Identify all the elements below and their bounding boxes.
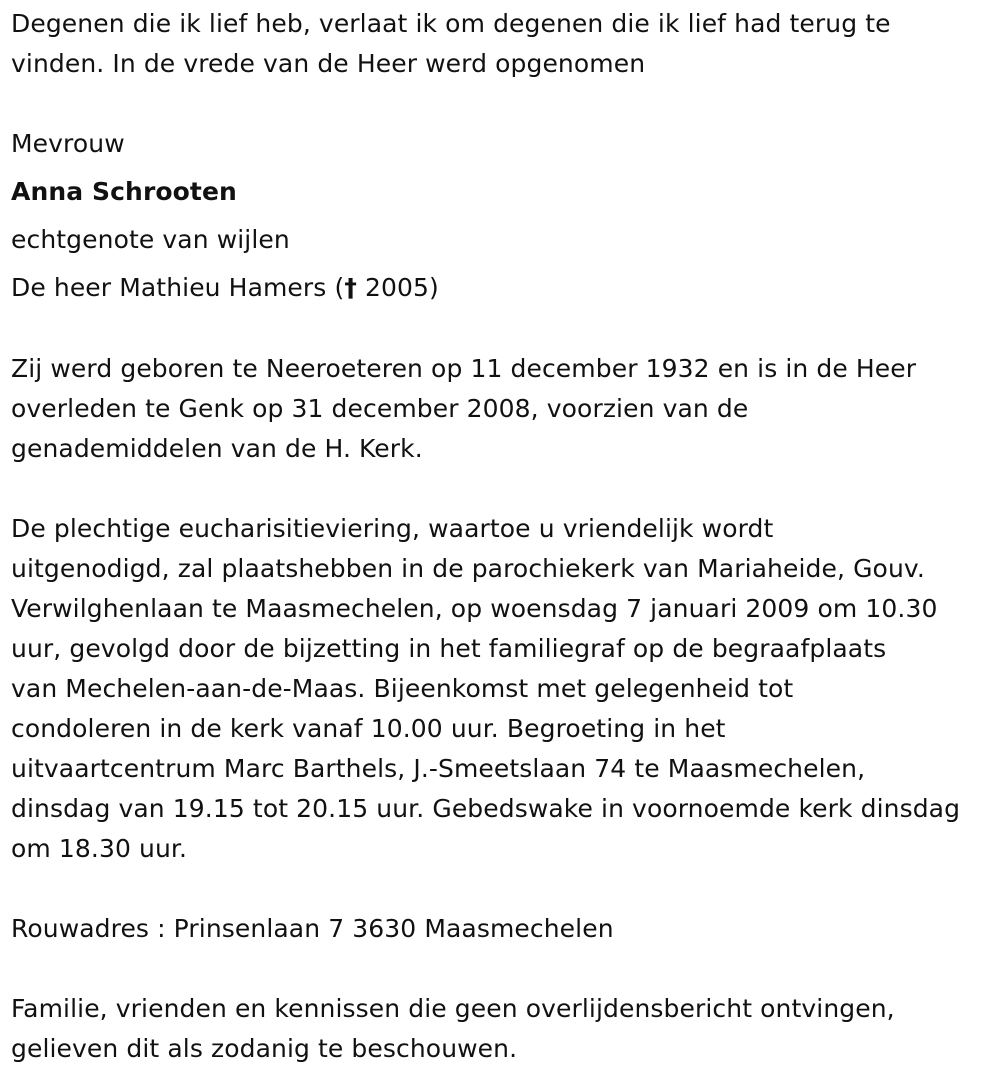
birth-death-line-3: genademiddelen van de H. Kerk. [11, 434, 423, 463]
honorific-title: Mevrouw [11, 129, 125, 158]
ceremony-line-8: dinsdag van 19.15 tot 20.15 uur. Gebedswake in voornoemde kerk dinsdag [11, 794, 961, 823]
closing-line-2: gelieven dit als zodanig te beschouwen. [11, 1034, 518, 1063]
ceremony-line-3: Verwilghenlaan te Maasmechelen, op woensdag 7 januari 2009 om 10.30 [11, 594, 938, 623]
mourning-address: Rouwadres : Prinsenlaan 7 3630 Maasmechelen [11, 914, 614, 943]
spouse-prefix: De heer Mathieu Hamers ( [11, 273, 345, 302]
relation-text: echtgenote van wijlen [11, 225, 290, 254]
spouse-suffix: 2005) [356, 273, 439, 302]
intro-line-1: Degenen die ik lief heb, verlaat ik om degenen die ik lief had terug te [11, 9, 891, 38]
spouse-line [11, 268, 439, 308]
ceremony-line-5: van Mechelen-aan-de-Maas. Bijeenkomst met gelegenheid tot [11, 674, 794, 703]
ceremony-line-4: uur, gevolgd door de bijzetting in het familiegraf op de begraafplaats [11, 634, 887, 663]
ceremony-line-9: om 18.30 uur. [11, 834, 188, 863]
ceremony-line-1: De plechtige eucharisitieviering, waartoe u vriendelijk wordt [11, 514, 774, 543]
ceremony-line-2: uitgenodigd, zal plaatshebben in de parochiekerk van Mariaheide, Gouv. [11, 554, 925, 583]
intro-line-2: vinden. In de vrede van de Heer werd opgenomen [11, 49, 646, 78]
closing-line-1: Familie, vrienden en kennissen die geen overlijdensbericht ontvingen, [11, 994, 895, 1023]
birth-death-line-1: Zij werd geboren te Neeroeteren op 11 december 1932 en is in de Heer [11, 354, 917, 383]
ceremony-line-6: condoleren in de kerk vanaf 10.00 uur. Begroeting in het [11, 714, 726, 743]
ceremony-line-7: uitvaartcentrum Marc Barthels, J.-Smeetslaan 74 te Maasmechelen, [11, 754, 866, 783]
birth-death-line-2: overleden te Genk op 31 december 2008, voorzien van de [11, 394, 749, 423]
deceased-name: Anna Schrooten [11, 177, 237, 206]
cross-icon: † [344, 273, 357, 302]
